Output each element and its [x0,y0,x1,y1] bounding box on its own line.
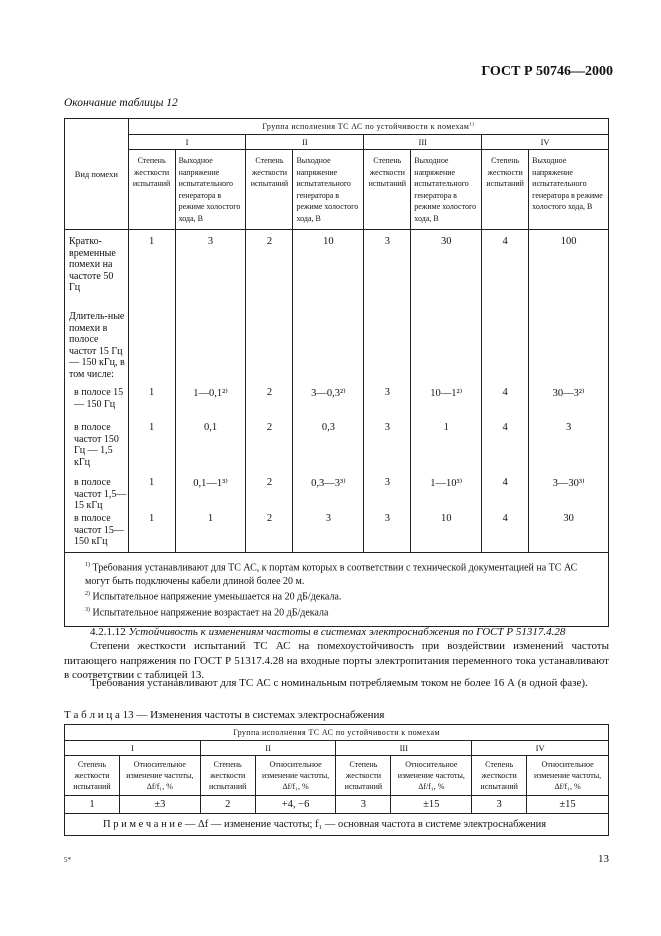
col-degree: Степень жесткости испытаний [246,150,293,230]
cell-value: 3 [325,513,331,524]
cell-value: 4 [502,422,508,433]
cell-value: 2 [266,513,273,524]
values-col-5 [364,230,411,553]
col-voltage: Выходное напряжение испытательного генератора в режиме холостого хода, В [411,150,482,230]
col-voltage: Выходное напряжение испытательного генератора в режиме холостого хода, В [175,150,246,230]
col-change: Относительное изменение частоты, Δf/f₁, % [527,756,609,796]
cell-value: 3 [384,513,390,524]
cell-value: 1 [148,387,155,398]
group-header: Группа исполнения ТС АС по устойчивости к помехам$^{1)}$ [128,119,608,135]
cell-value: 1 [148,236,155,247]
table-12 [64,118,609,627]
col-change: Относительное изменение частоты, Δf/f₁, % [119,756,200,796]
col-degree: Степень жесткости испытаний [200,756,255,796]
table-13-note: П р и м е ч а н и е — Δf — изменение частоты; f₁ — основная частота в системе электроснабжения [65,814,609,836]
col-degree: Степень жесткости испытаний [336,756,391,796]
cell-value: 2 [266,477,273,488]
cell-value: 3 [336,796,391,814]
cell-value: 2 [200,796,255,814]
values-col-8 [529,230,609,553]
cell-value: 100 [560,236,577,247]
cell-value: 3 [384,236,390,247]
row-label-band-4: в полосе частот 15— 150 кГц [74,513,124,547]
cell-value: 1 [207,513,214,524]
cell-value: 4 [502,513,508,524]
col-voltage: Выходное напряжение испытательного генератора в режиме холостого хода, В [529,150,609,230]
footnote-2: $^{2)}$ Испытательное напряжение уменьшается на 20 дБ/декала. [85,591,342,603]
row-label-short-term: Кратко-временные помехи на частоте 50 Гц [69,236,116,293]
col-degree: Степень жесткости испытаний [65,756,120,796]
cell-value: 0,1—1³⁾ [193,478,228,489]
col-voltage: Выходное напряжение испытательного генератора в режиме холостого хода, В [293,150,364,230]
cell-value: 3 [384,422,390,433]
table-continuation-caption: Окончание таблицы 12 [64,97,178,109]
cell-value: 1—10³⁾ [430,478,463,489]
col-degree: Степень жесткости испытаний [364,150,411,230]
row-labels-column [65,230,129,553]
row-label-band-3: в полосе частот 1,5— 15 кГц [74,477,127,511]
table-13-caption: Т а б л и ц а 13 — Изменения частоты в системах электроснабжения [64,709,385,721]
values-col-3 [246,230,293,553]
cell-value: 1 [443,422,449,433]
col-degree: Степень жесткости испытаний [472,756,527,796]
cell-value: 10 [440,513,452,524]
group-ii: II [200,741,336,756]
cell-value: 2 [266,236,273,247]
values-col-6 [411,230,482,553]
cell-value: 1 [65,796,120,814]
footnote-1: $^{1)}$ Требования устанавливают для ТС АС, к портам которых в соответствии с технической документацией на ТС АС могут быть подключены кабели длиной более 20 м. [85,562,578,587]
cell-value: 30—3²⁾ [552,388,585,399]
vid-header: Вид помехи [65,119,129,230]
footnote-3: $^{3)}$ Испытательное напряжение возрастает на 20 дБ/декала [85,607,329,619]
cell-value: 0,1 [203,422,218,433]
cell-value: 1 [148,477,155,488]
cell-value: 3 [384,477,390,488]
group-iv: IV [482,135,609,150]
table-footnotes [65,553,609,627]
cell-value: 3 [472,796,527,814]
row-label-long-term: Длитель-ные помехи в полосе частот 15 Гц— 150 кГц, в том числе: [69,311,125,380]
cell-value: 4 [502,477,508,488]
values-col-2 [175,230,246,553]
cell-value: 1 [148,422,155,433]
footer-mark: 5* [64,856,71,864]
cell-value: 3 [565,422,572,433]
group-header: Группа исполнения ТС АС по устойчивости к помехам [65,725,609,741]
cell-value: ±3 [119,796,200,814]
values-col-7 [482,230,529,553]
cell-value: 1—0,1²⁾ [193,388,228,399]
col-degree: Степень жесткости испытаний [482,150,529,230]
group-iii: III [336,741,472,756]
page-number: 13 [598,853,609,865]
table-13 [64,724,609,836]
cell-value: 4 [502,236,508,247]
cell-value: 2 [266,387,273,398]
section-heading: 4.2.1.12 Устойчивость к изменениям частоты в системах электроснабжения по ГОСТ Р 51317.4.28 [90,626,566,638]
cell-value: ±15 [391,796,472,814]
paragraph-2: Требования устанавливают для ТС АС с номинальным потребляемым током не более 16 А (в одной фазе). [90,677,588,689]
cell-value: ±15 [527,796,609,814]
col-change: Относительное изменение частоты, Δf/f₁, % [391,756,472,796]
cell-value: 3 [207,236,214,247]
group-i: I [65,741,201,756]
col-change: Относительное изменение частоты, Δf/f₁, % [255,756,336,796]
cell-value: 3 [384,387,390,398]
cell-value: 3—30³⁾ [552,478,585,489]
cell-value: 10—1²⁾ [430,388,463,399]
values-col-4 [293,230,364,553]
paragraph-1: Степени жесткости испытаний ТС АС на помехоустойчивость при воздействии изменений частоты питающего напряжения по ГОСТ Р 51317.4.28 на входные порты электропитания переменного тока устанавливают в соответствии с таблицей 13. [64,640,609,681]
cell-value: 10 [323,236,334,247]
row-label-band-1: в полосе 15 — 150 Гц [74,387,124,410]
group-iii: III [364,135,482,150]
cell-value: +4, −6 [255,796,336,814]
values-col-1 [128,230,175,553]
cell-value: 30 [563,513,574,524]
group-ii: II [246,135,364,150]
group-i: I [128,135,246,150]
cell-value: 0,3—3³⁾ [311,478,346,489]
cell-value: 4 [502,387,508,398]
cell-value: 30 [440,236,452,247]
standard-number: ГОСТ Р 50746—2000 [481,64,613,79]
cell-value: 2 [266,422,273,433]
cell-value: 1 [148,513,155,524]
col-degree: Степень жесткости испытаний [128,150,175,230]
group-iv: IV [472,741,609,756]
cell-value: 3—0,3²⁾ [311,388,346,399]
row-label-band-2: в полосе частот 150 Гц — 1,5 кГц [74,422,119,468]
cell-value: 0,3 [321,422,335,433]
